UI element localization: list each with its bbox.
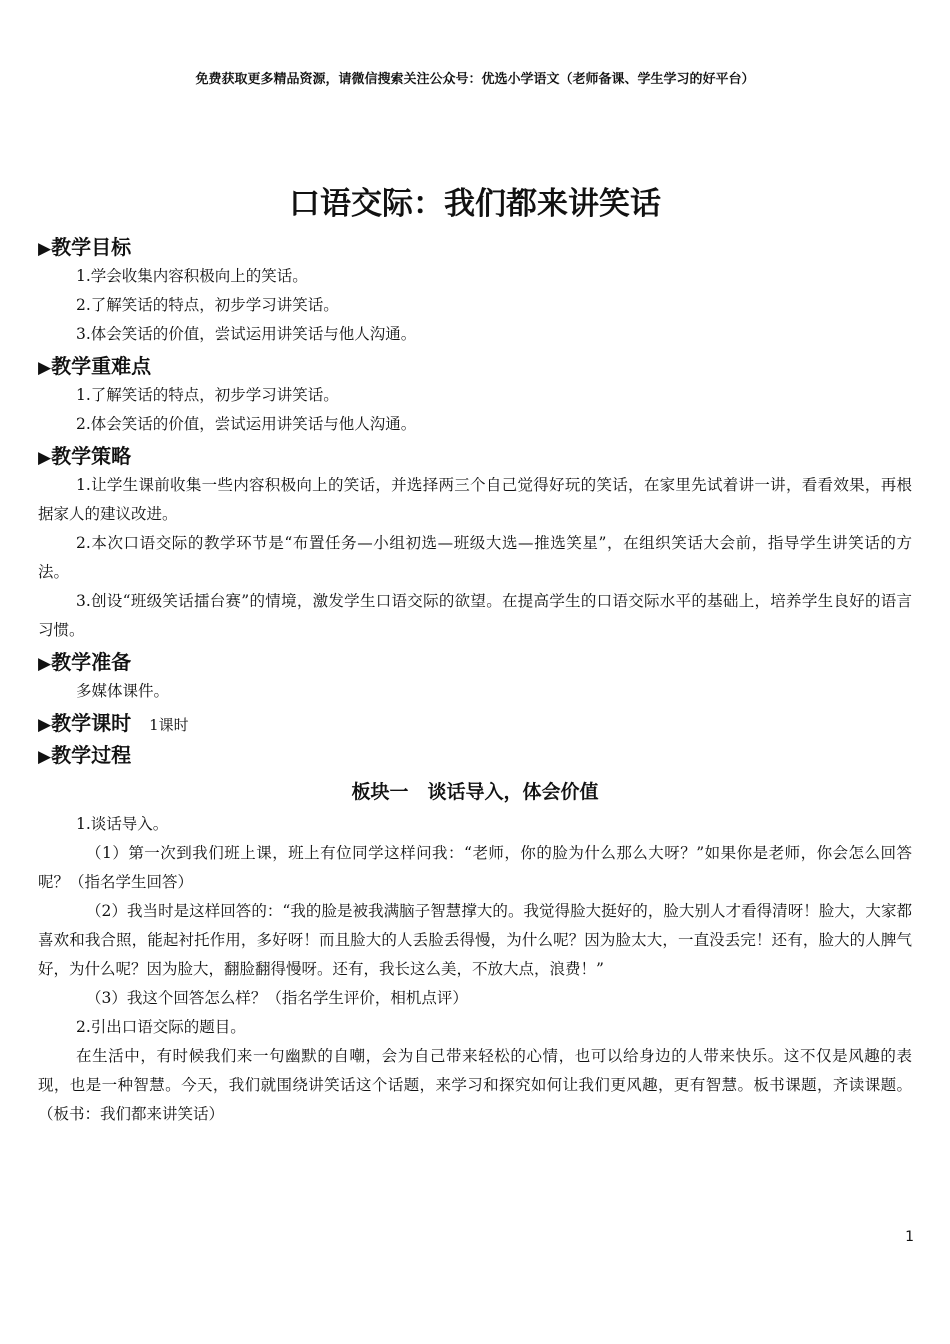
strategy-item: 2.本次口语交际的教学环节是“布置任务—小组初选—班级大选—推选笑星”，在组织笑话大会前，指导学生讲笑话的方法。 [38,534,912,581]
section-title: 板块一 谈话导入，体会价值 [351,781,599,803]
body-paragraph: 在生活中，有时候我们来一句幽默的自嘲，会为自己带来轻松的心情，也可以给身边的人带来快乐。这不仅是风趣的表现，也是一种智慧。今天，我们就围绕讲笑话这个话题，来学习和探究如何让我们更风趣，更有智慧。板书课题，齐读课题。（板书：我们都来讲笑话） [38,1047,912,1123]
key-point-item: 2.体会笑话的价值，尝试运用讲笑话与他人沟通。 [76,415,417,433]
hours-value: 1课时 [149,716,189,734]
step-heading: 1.谈话导入。 [76,815,169,833]
step-paragraph: （2）我当时是这样回答的：“我的脸是被我满脑子智慧撑大的。我觉得脸大挺好的，脸大别人才看得清呀！脸大，大家都喜欢和我合照，能起衬托作用，多好呀！而且脸大的人丢脸丢得慢，为什么呢？因为脸太大，一直没丢完！还有，脸大的人脾气好，为什么呢？因为脸大，翻脸翻得慢呀。还有，我长这么美，不放大点，浪费！” [38,902,912,978]
objectives-heading: ▶教学目标 [38,235,132,259]
page-title: 口语交际：我们都来讲笑话 [289,186,661,222]
preparation-text: 多媒体课件。 [76,682,170,700]
triangle-marker-icon: ▶ [38,358,52,378]
step-heading: 2.引出口语交际的题目。 [76,1018,246,1036]
preparation-heading: ▶教学准备 [38,650,132,674]
strategy-item: 3.创设“班级笑话擂台赛”的情境，激发学生口语交际的欲望。在提高学生的口语交际水平的基础上，培养学生良好的语言习惯。 [38,592,912,639]
page-number: 1 [905,1229,914,1245]
triangle-marker-icon: ▶ [38,239,52,259]
objective-item: 3.体会笑话的价值，尝试运用讲笑话与他人沟通。 [76,325,417,343]
triangle-marker-icon: ▶ [38,747,52,767]
objective-item: 1.学会收集内容积极向上的笑话。 [76,267,308,285]
document-body [38,230,912,1129]
process-heading: ▶教学过程 [38,743,132,767]
step-paragraph: （1）第一次到我们班上课，班上有位同学这样问我：“老师，你的脸为什么那么大呀？”如果你是老师，你会怎么回答呢？（指名学生回答） [38,844,912,891]
triangle-marker-icon: ▶ [38,715,52,735]
triangle-marker-icon: ▶ [38,654,52,674]
key-point-item: 1.了解笑话的特点，初步学习讲笑话。 [76,386,339,404]
objective-item: 2.了解笑话的特点，初步学习讲笑话。 [76,296,339,314]
triangle-marker-icon: ▶ [38,448,52,468]
strategy-heading: ▶教学策略 [38,444,132,468]
key-points-heading: ▶教学重难点 [38,354,152,378]
strategy-item: 1.让学生课前收集一些内容积极向上的笑话，并选择两三个自己觉得好玩的笑话，在家里先试着讲一讲，看看效果，再根据家人的建议改进。 [38,476,912,523]
hours-heading: ▶教学课时 1课时 [38,711,189,735]
promo-banner: 免费获取更多精品资源，请微信搜索关注公众号：优选小学语文（老师备课、学生学习的好平台） [195,72,755,87]
step-paragraph: （3）我这个回答怎么样？（指名学生评价，相机点评） [86,989,468,1007]
